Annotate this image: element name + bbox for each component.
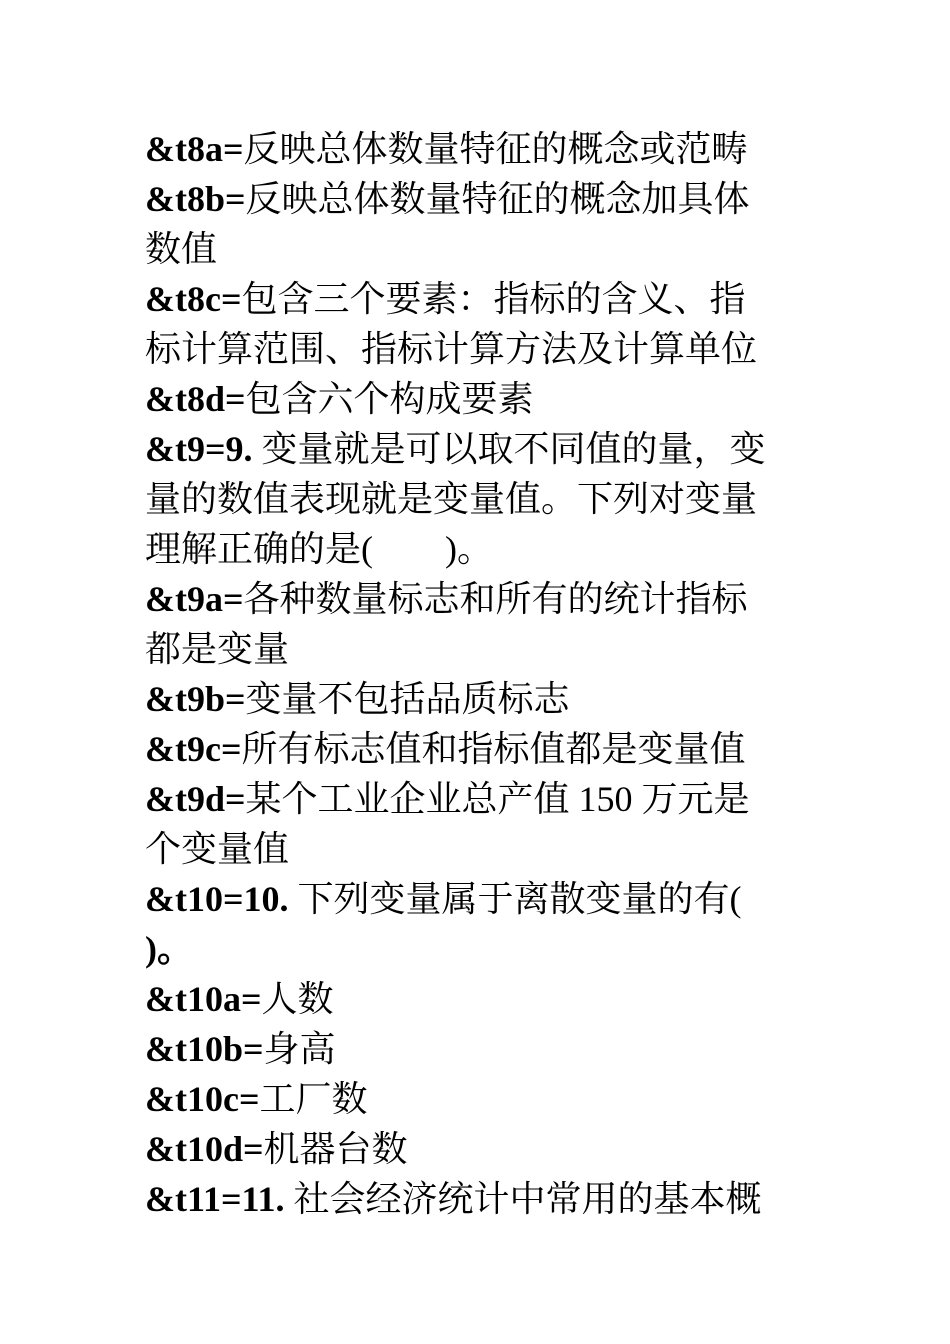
text-line: [145, 174, 809, 224]
item-text: 各种数量标志和所有的统计指标: [243, 579, 748, 619]
text-line: [145, 624, 809, 674]
item-code: &t8a=: [145, 129, 244, 169]
item-code: &t11=11.: [145, 1179, 285, 1219]
item-text: 标计算范围、指标计算方法及计算单位: [145, 329, 758, 369]
item-code: &t8d=: [145, 379, 246, 419]
document-body: [145, 124, 809, 1224]
text-line: [145, 974, 809, 1024]
text-line: [145, 924, 809, 974]
item-code: &t8b=: [145, 179, 246, 219]
item-text: 都是变量: [145, 629, 290, 669]
item-code: &t10=10.: [145, 879, 289, 919]
item-text: 包含三个要素：指标的含义、指: [241, 279, 746, 319]
text-line: [145, 424, 809, 474]
text-line: [145, 874, 809, 924]
text-line: [145, 374, 809, 424]
item-code: &t9=9.: [145, 429, 253, 469]
item-code: &t9c=: [145, 729, 242, 769]
text-line: [145, 674, 809, 724]
text-line: [145, 474, 809, 524]
item-text: 社会经济统计中常用的基本概: [284, 1179, 762, 1219]
text-line: [145, 1024, 809, 1074]
text-line: [145, 124, 809, 174]
item-code: &t10b=: [145, 1029, 264, 1069]
item-text: 个变量值: [145, 829, 290, 869]
item-text: 所有标志值和指标值都是变量值: [241, 729, 746, 769]
item-text: 量的数值表现就是变量值。下列对变量: [145, 479, 758, 519]
text-line: [145, 224, 809, 274]
item-text: 反映总体数量特征的概念加具体: [245, 179, 750, 219]
item-text: 人数: [261, 979, 334, 1019]
item-text: 包含六个构成要素: [245, 379, 534, 419]
item-code: &t9a=: [145, 579, 244, 619]
text-line: [145, 824, 809, 874]
item-text: 某个工业企业总产值 150 万元是: [245, 779, 750, 819]
item-text: 反映总体数量特征的概念或范畴: [243, 129, 748, 169]
item-code: &t9b=: [145, 679, 246, 719]
item-code: &t8c=: [145, 279, 242, 319]
item-code: &t10c=: [145, 1079, 260, 1119]
text-line: [145, 1124, 809, 1174]
text-line: [145, 524, 809, 574]
item-code: &t10d=: [145, 1129, 264, 1169]
item-text: 数值: [145, 229, 218, 269]
text-line: [145, 324, 809, 374]
text-line: [145, 724, 809, 774]
text-line: [145, 1174, 809, 1224]
text-line: [145, 1074, 809, 1124]
text-line: [145, 774, 809, 824]
item-code: &t10a=: [145, 979, 262, 1019]
item-text: 变量就是可以取不同值的量，变: [252, 429, 766, 469]
item-text: 理解正确的是( )。: [145, 529, 493, 569]
item-text: )。: [145, 929, 193, 969]
item-code: &t9d=: [145, 779, 246, 819]
item-text: 机器台数: [263, 1129, 408, 1169]
item-text: 下列变量属于离散变量的有(: [288, 879, 742, 919]
item-text: 工厂数: [259, 1079, 368, 1119]
text-line: [145, 574, 809, 624]
item-text: 变量不包括品质标志: [245, 679, 570, 719]
item-text: 身高: [263, 1029, 336, 1069]
text-line: [145, 274, 809, 324]
